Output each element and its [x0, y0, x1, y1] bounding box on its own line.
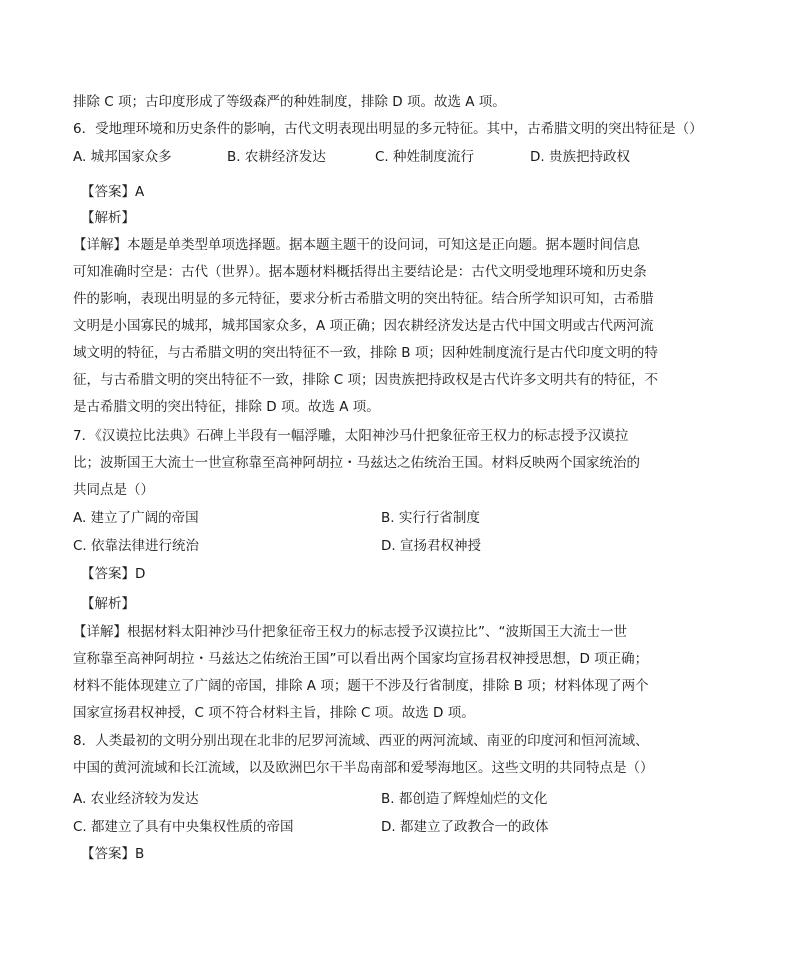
question-7-options-row-2: [73, 536, 693, 556]
option-a: A. 城邦国家众多: [73, 149, 172, 165]
detail-line: 【详解】根据材料太阳神沙马什把象征帝王权力的标志授予汉谟拉比”、“波斯国王大流士一世: [73, 624, 627, 640]
analysis-label: 【解析】: [81, 596, 135, 612]
question-8-options-row-1: [73, 789, 693, 809]
question-7-stem: 7．《汉谟拉比法典》石碑上半段有一幅浮雕，太阳神沙马什把象征帝王权力的标志授予汉谟拉: [73, 428, 629, 444]
option-d: D. 都建立了政教合一的政体: [381, 819, 549, 835]
question-7-stem: 共同点是（）: [73, 482, 154, 498]
question-7-options-row-1: [73, 508, 693, 528]
question-7-stem: 比；波斯国王大流士一世宣称靠至高神阿胡拉・马兹达之佑统治王国。材料反映两个国家统治的: [73, 455, 640, 471]
detail-line: 征，与古希腊文明的突出特征不一致，排除 C 项；因贵族把持政权是古代许多文明共有的特征，不: [73, 372, 659, 388]
text-line: 排除 C 项；古印度形成了等级森严的种姓制度，排除 D 项。故选 A 项。: [73, 94, 506, 110]
question-6-stem: 6．受地理环境和历史条件的影响，古代文明表现出明显的多元特征。其中，古希腊文明的突出特征是（）: [73, 121, 703, 137]
detail-line: 宣称靠至高神阿胡拉・马兹达之佑统治王国”可以看出两个国家均宣扬君权神授思想，D 项正确；: [73, 651, 649, 667]
detail-line: 域文明的特征，与古希腊文明的突出特征不一致，排除 B 项；因种姓制度流行是古代印度文明的特: [73, 345, 658, 361]
detail-line: 国家宣扬君权神授，C 项不符合材料主旨，排除 C 项。故选 D 项。: [73, 705, 475, 721]
answer-label: 【答案】D: [81, 566, 146, 582]
option-d: D. 宣扬君权神授: [381, 538, 481, 554]
option-d: D. 贵族把持政权: [530, 149, 630, 165]
detail-line: 材料不能体现建立了广阔的帝国，排除 A 项；题干不涉及行省制度，排除 B 项；材料体现了两个: [73, 678, 649, 694]
analysis-label: 【解析】: [81, 210, 135, 226]
answer-label: 【答案】B: [81, 846, 145, 862]
detail-line: 文明是小国寡民的城邦，城邦国家众多，A 项正确；因农耕经济发达是古代中国文明或古代两河流: [73, 318, 654, 334]
detail-line: 可知准确时空是：古代（世界）。据本题材料概括得出主要结论是：古代文明受地理环境和历史条: [73, 264, 647, 280]
detail-line: 件的影响，表现出明显的多元特征，要求分析古希腊文明的突出特征。结合所学知识可知，古希腊: [73, 291, 654, 307]
question-8-stem: 中国的黄河流域和长江流域，以及欧洲巴尔干半岛南部和爱琴海地区。这些文明的共同特点是（）: [73, 760, 654, 776]
option-c: C. 依靠法律进行统治: [73, 538, 200, 554]
detail-line: 是古希腊文明的突出特征，排除 D 项。故选 A 项。: [73, 399, 380, 415]
option-b: B. 农耕经济发达: [227, 149, 326, 165]
detail-line: 【详解】本题是单类型单项选择题。据本题主题干的设问词，可知这是正向题。据本题时间信息: [73, 237, 640, 253]
option-b: B. 都创造了辉煌灿烂的文化: [381, 791, 548, 807]
answer-label: 【答案】A: [81, 184, 145, 200]
question-6-options: [73, 147, 693, 167]
option-c: C. 种姓制度流行: [375, 149, 475, 165]
option-a: A. 建立了广阔的帝国: [73, 510, 199, 526]
option-b: B. 实行行省制度: [381, 510, 480, 526]
question-8-options-row-2: [73, 817, 693, 837]
option-a: A. 农业经济较为发达: [73, 791, 199, 807]
option-c: C. 都建立了具有中央集权性质的帝国: [73, 819, 294, 835]
question-8-stem: 8．人类最初的文明分别出现在北非的尼罗河流域、西亚的两河流域、南亚的印度河和恒河流域、: [73, 733, 649, 749]
